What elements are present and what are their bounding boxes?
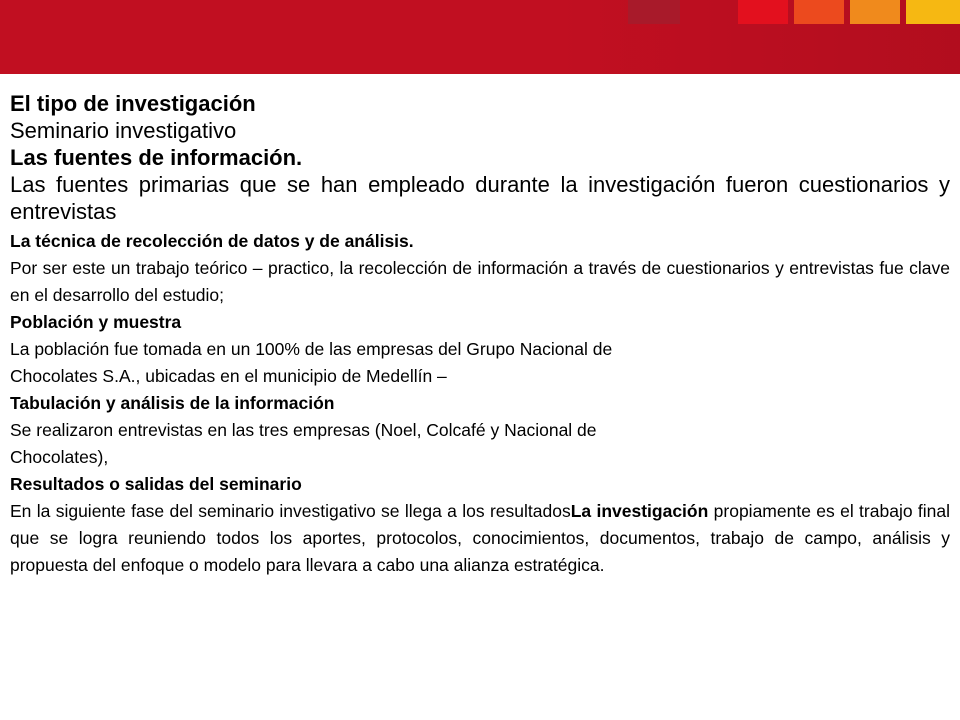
heading-fuentes-informacion: Las fuentes de información. bbox=[10, 145, 303, 170]
text-resultados-seminario bbox=[10, 498, 950, 579]
heading-resultados-seminario: Resultados o salidas del seminario bbox=[10, 474, 302, 494]
heading-poblacion-muestra: Población y muestra bbox=[10, 312, 182, 332]
heading-tabulacion-analisis: Tabulación y análisis de la información bbox=[10, 393, 335, 413]
text-tipo-investigacion: Seminario investigativo bbox=[10, 118, 237, 143]
header-square-orange bbox=[850, 0, 900, 24]
slide-body bbox=[10, 90, 950, 579]
text-tabulacion-line-1: Se realizaron entrevistas en las tres empresas (Noel, Colcafé y Nacional de bbox=[10, 420, 597, 440]
text-fuentes-informacion: Las fuentes primarias que se han empleado durante la investigación fueron cuestionarios y entrevistas bbox=[10, 172, 950, 224]
header-square-yellow bbox=[906, 0, 960, 24]
text-tabulacion-line-2: Chocolates), bbox=[10, 447, 109, 467]
text-resultados-part-a: En la siguiente fase del seminario investigativo se llega a los resultados bbox=[10, 501, 571, 521]
header-square-dark bbox=[628, 0, 680, 24]
heading-tecnica-recoleccion: La técnica de recolección de datos y de análisis. bbox=[10, 231, 414, 251]
text-poblacion-line-2: Chocolates S.A., ubicadas en el municipio de Medellín – bbox=[10, 366, 447, 386]
heading-tipo-investigacion: El tipo de investigación bbox=[10, 91, 256, 116]
header-square-orange-red bbox=[794, 0, 844, 24]
text-resultados-part-b: propiamente es el trabajo final que se logra reuniendo todos los aportes, protocolos, conocimientos, documentos, trabajo de campo, análisis y propuesta del enfoque o modelo para llevara a cabo una alianza estratégica. bbox=[10, 501, 951, 575]
text-resultados-bold: La investigación bbox=[570, 501, 709, 521]
header-square-red bbox=[738, 0, 788, 24]
text-poblacion-line-1: La población fue tomada en un 100% de las empresas del Grupo Nacional de bbox=[10, 339, 613, 359]
text-tecnica-recoleccion: Por ser este un trabajo teórico – practico, la recolección de información a través de cuestionarios y entrevistas fue clave en el desarrollo del estudio; bbox=[10, 258, 950, 305]
